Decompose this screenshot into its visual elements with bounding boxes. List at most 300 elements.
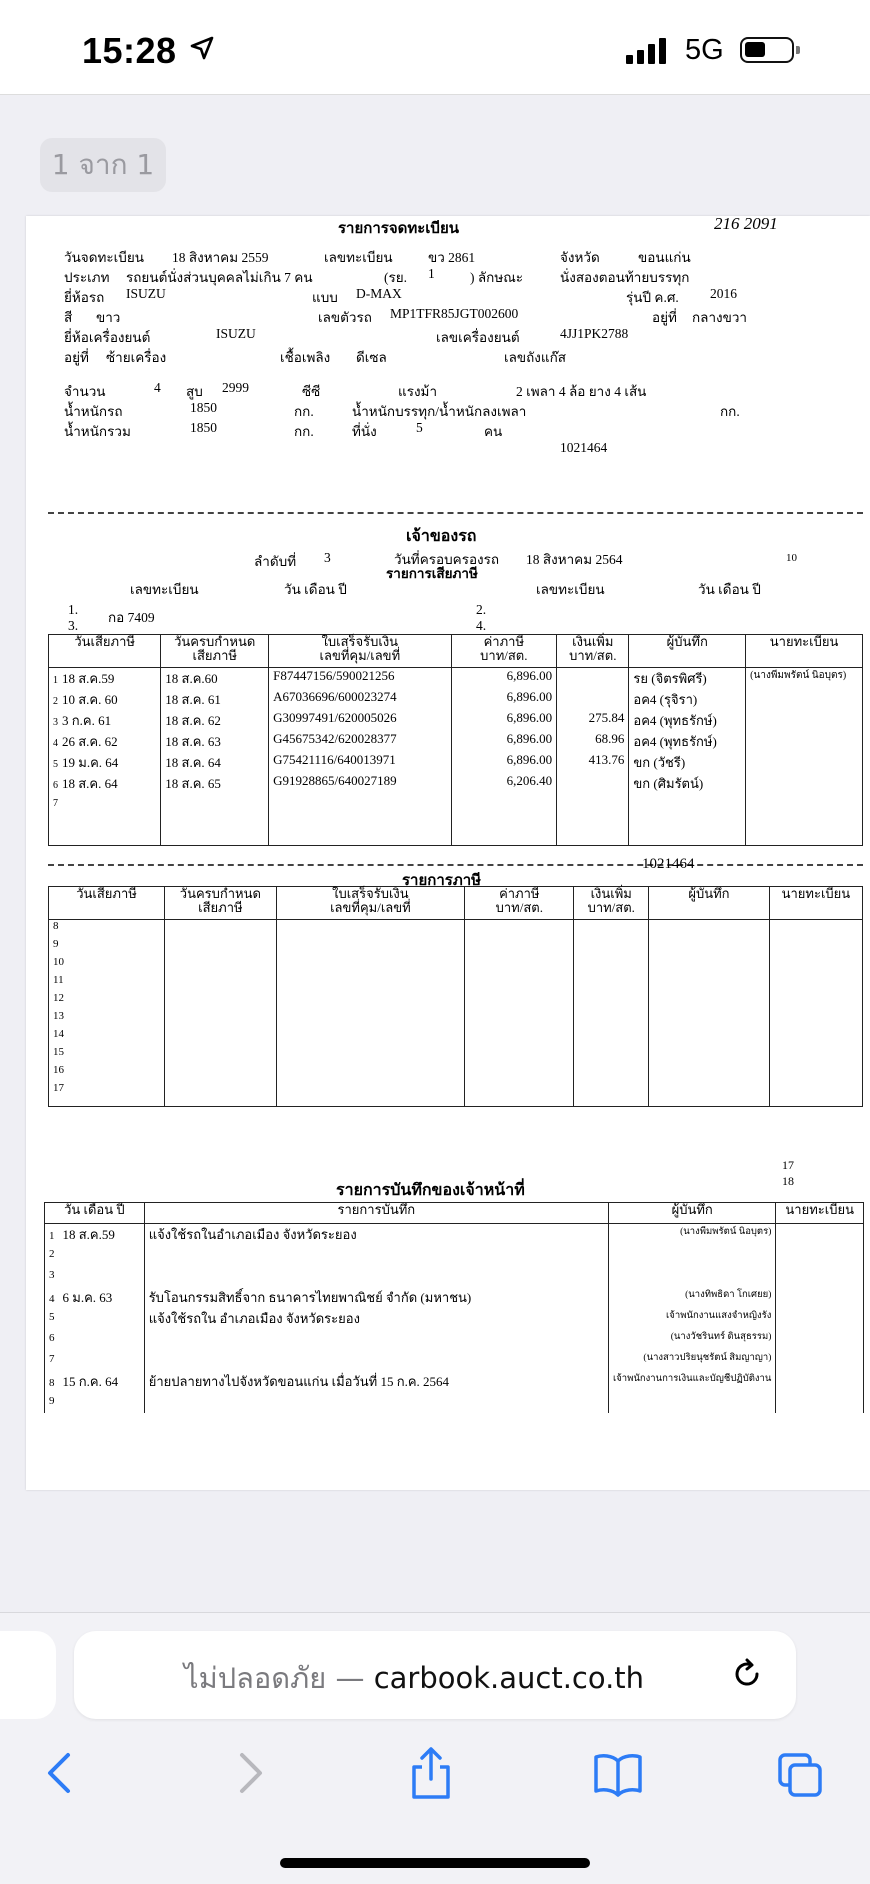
table-cell: 13 [49,1010,165,1028]
domain-text: carbook.auct.co.th [373,1661,645,1695]
row-number: 2 [49,1248,55,1260]
table-cell [144,1245,608,1266]
table-cell: 6,206.40 [451,773,557,794]
table-cell [629,811,746,846]
table-cell: รับโอนกรรมสิทธิ์จาก ธนาคารไทยพาณิชย์ จำกัด (มหาชน) [144,1287,608,1308]
type-value: รถยนต์นั่งส่วนบุคคลไม่เกิน 7 คน [126,270,313,285]
officer-table [44,1202,864,1413]
col-date: วัน เดือน ปี [284,582,347,597]
column-header: ผู้บันทึก [629,635,746,668]
table-cell [269,811,451,846]
table-cell [451,794,557,811]
table-cell [769,920,862,939]
cylinder-label: สูบ [186,384,203,399]
color-label: สี [64,310,73,325]
officer-title: รายการบันทึกของเจ้าหน้าที่ [336,1182,525,1199]
table-cell: อค4 (พุทธรักษ์) [629,710,746,731]
table-cell [276,992,465,1010]
table-cell [45,1224,145,1246]
row-number: 3 [49,1269,55,1281]
table-cell: ขก (ศิมรัตน์) [629,773,746,794]
payment-date: 26 ส.ค. 62 [62,734,118,749]
table-cell [165,1028,277,1046]
table-cell: (นางพีมพรัตน์ นิอบุตร) [746,668,863,690]
table-cell: ขก (วัชรี) [629,752,746,773]
table-row [49,1100,863,1107]
chassis-label: เลขตัวรถ [318,310,372,325]
chassis-value: MP1TFR85JGT002600 [390,306,519,321]
table-cell [465,1010,574,1028]
table-cell [165,974,277,992]
row-number: 5 [53,759,58,770]
table-cell: 14 [49,1028,165,1046]
owner-date-label: วันที่ครอบครองรถ [394,552,500,567]
reload-icon[interactable] [728,1655,766,1697]
table-cell [649,1064,770,1082]
table-row [45,1224,864,1246]
row-number: 6 [49,1332,55,1344]
table-cell [769,1100,862,1107]
table-cell [49,689,161,710]
table-cell [769,938,862,956]
engine-brand-value: ISUZU [216,326,256,341]
table-cell: (นางสาวปริยนุชรัตน์ สิมญาญา) [608,1350,775,1371]
prev-plate-1-index: 1. [68,602,79,617]
table-row [49,938,863,956]
table-cell: 68.96 [557,731,629,752]
table-row [49,956,863,974]
table-cell: 18 ส.ค. 65 [161,773,269,794]
table-cell [49,1100,165,1107]
table-cell [574,1082,649,1100]
home-indicator[interactable] [280,1858,590,1868]
plate-label: เลขทะเบียน [324,250,393,265]
table-cell: 11 [49,974,165,992]
row-number: 8 [49,1377,55,1389]
table-cell [557,794,629,811]
back-button[interactable] [40,1743,80,1807]
column-header: วันครบกำหนด เสียภาษี [161,635,269,668]
column-header: ผู้บันทึก [608,1203,775,1224]
browser-bottom-bar [0,1612,870,1884]
table-cell [769,1082,862,1100]
table-cell [276,920,465,939]
prev-plate-1: กอ 7409 [108,610,155,625]
owner-order-label: ลำดับที่ [254,554,297,569]
table-cell [165,938,277,956]
fuel-label: เชื้อเพลิง [280,350,331,365]
table-cell [276,974,465,992]
table-cell [776,1266,864,1287]
table-row [49,974,863,992]
row-number: 3 [53,717,58,728]
tax-table-2 [48,886,863,1107]
table-row [45,1392,864,1413]
table-cell [45,1329,145,1350]
tax-list-title: รายการภาษี [402,873,482,889]
column-header: วัน เดือน ปี [45,1203,145,1224]
table-cell [276,1028,465,1046]
table-cell [465,1028,574,1046]
table-cell [276,1082,465,1100]
table-cell: A67036696/600023274 [269,689,451,710]
cellular-signal-icon [626,38,666,64]
table-cell [649,1082,770,1100]
table-cell: 6,896.00 [451,731,557,752]
table-cell [465,1082,574,1100]
table-cell [574,1010,649,1028]
table-cell [769,1046,862,1064]
column-header: วันเสียภาษี [49,887,165,920]
table-cell [629,794,746,811]
table-cell [746,773,863,794]
table-row [45,1329,864,1350]
column-header: ใบเสร็จรับเงิน เลขที่คุม/เลขที่ [276,887,465,920]
table-row [45,1287,864,1308]
at2-label: อยู่ที่ [64,350,89,365]
location-arrow-icon [190,36,214,64]
table-cell [269,794,451,811]
forward-button[interactable] [230,1743,270,1807]
row-number: 4 [53,738,58,749]
character-value: นั่งสองตอนท้ายบรรทุก [560,270,690,285]
row-number: 6 [53,780,58,791]
payment-date: 3 ก.ค. 61 [62,713,112,728]
not-secure-label: ไม่ปลอดภัย [184,1661,327,1695]
table-cell [45,1350,145,1371]
table-row [49,1082,863,1100]
owner-order-value: 3 [324,550,331,565]
table-cell [769,992,862,1010]
table-cell [165,1046,277,1064]
table-cell: F87447156/590021256 [269,668,451,690]
table-cell [769,974,862,992]
table-cell: 10 [49,956,165,974]
table-cell [769,956,862,974]
table-cell: 18 ส.ค. 64 [161,752,269,773]
table-row [49,794,863,811]
table-cell [776,1224,864,1246]
table-cell: รย (จิตรพิศรี) [629,668,746,690]
table-cell [557,689,629,710]
status-time: 15:28 [82,30,177,71]
prev-plate-2-index: 2. [476,602,487,617]
table-cell [574,992,649,1010]
table-cell [574,938,649,956]
table-cell: 18 ส.ค.60 [161,668,269,690]
table-cell [649,1028,770,1046]
table-cell: G91928865/640027189 [269,773,451,794]
status-bar [0,0,870,95]
tax-table [48,634,863,846]
table-cell: 15 [49,1046,165,1064]
table-cell: 6,896.00 [451,668,557,690]
table-cell: ย้ายปลายทางไปจังหวัดขอนแก่น เมื่อวันที่ 15 ก.ค. 2564 [144,1371,608,1392]
row-number: 4 [49,1293,55,1305]
table-cell [276,1010,465,1028]
table-cell [161,794,269,811]
row-number: 9 [49,1395,55,1407]
column-header: ผู้บันทึก [649,887,770,920]
table-cell [574,920,649,939]
table-cell [574,974,649,992]
margin-number: 10 [786,552,797,564]
year-value: 2016 [710,286,737,301]
table-row [49,773,863,794]
address-bar[interactable] [74,1631,796,1719]
reg-date-value: 18 สิงหาคม 2559 [172,250,269,265]
table-cell [608,1392,775,1413]
table-cell [776,1392,864,1413]
doc-title: รายการจดทะเบียน [338,221,459,237]
kg-unit: กก. [294,424,314,439]
cc-label: ซีซี [302,384,321,399]
table-cell: 18 ส.ค. 61 [161,689,269,710]
persons-unit: คน [484,424,503,439]
table-row [45,1266,864,1287]
serial-number-2: 1021464 [642,856,695,872]
gross-value: 1850 [190,420,217,435]
seats-value: 5 [416,420,423,435]
address-text[interactable] [184,1655,644,1701]
table-cell [45,1371,145,1392]
table-cell [769,1028,862,1046]
table-cell [276,1064,465,1082]
bookmarks-button[interactable] [592,1743,644,1807]
table-cell [649,1046,770,1064]
row-number: 1 [49,1230,55,1242]
table-cell [574,1064,649,1082]
table-cell [769,1064,862,1082]
table-cell: เจ้าพนักงานการเงินและบัญชีปฏิบัติงาน [608,1371,775,1392]
table-cell [165,1082,277,1100]
tabs-button[interactable] [776,1743,826,1807]
table-cell: 17 [49,1082,165,1100]
table-cell [276,938,465,956]
table-cell [776,1287,864,1308]
share-button[interactable] [408,1743,454,1807]
table-cell: 12 [49,992,165,1010]
table-cell [465,1100,574,1107]
row-number: 5 [49,1311,55,1323]
table-cell [45,1392,145,1413]
reg-date-label: วันจดทะเบียน [64,250,144,265]
table-cell [649,920,770,939]
table-cell: อค4 (พุทธรักษ์) [629,731,746,752]
table-row [49,731,863,752]
table-cell [574,1028,649,1046]
table-row [45,1245,864,1266]
payment-date: 10 ส.ค. 60 [62,692,118,707]
color-value: ขาว [96,310,121,325]
table-cell [608,1245,775,1266]
table-cell [649,956,770,974]
registration-document[interactable] [26,216,870,1490]
table-cell [49,811,161,846]
model-value: D-MAX [356,286,402,301]
table-cell [649,992,770,1010]
col-date-2: วัน เดือน ปี [698,582,761,597]
table-cell [451,811,557,846]
table-row [49,992,863,1010]
gas-label: เลขถังแก๊ส [504,350,566,365]
engine-no-label: เลขเครื่องยนต์ [436,330,520,345]
owner-title: เจ้าของรถ [406,528,477,545]
table-row [49,1046,863,1064]
weight-value: 1850 [190,400,217,415]
table-cell [276,1100,465,1107]
table-cell [465,1046,574,1064]
at2-value: ซ้ายเครื่อง [106,350,167,365]
column-header: นายทะเบียน [776,1203,864,1224]
table-cell [776,1371,864,1392]
at1-label: อยู่ที่ [652,310,677,325]
table-cell: 18 ส.ค. 62 [161,710,269,731]
col-plate-2: เลขทะเบียน [536,582,605,597]
table-cell [465,992,574,1010]
weight-label: น้ำหนักรถ [64,404,123,419]
perforation-divider [48,864,863,866]
table-cell: แจ้งใช้รถใน อำเภอเมือง จังหวัดระยอง [144,1308,608,1329]
owner-date-value: 18 สิงหาคม 2564 [526,552,623,567]
fuel-value: ดีเซล [356,350,387,365]
type-label: ประเภท [64,270,110,285]
handwritten-number: 216 2091 [714,216,778,233]
table-cell: G45675342/620028377 [269,731,451,752]
table-cell [649,1010,770,1028]
page-indicator: 1 จาก 1 [40,138,166,192]
table-cell [165,956,277,974]
table-cell [465,938,574,956]
payment-date: 18 ส.ค.59 [62,671,115,686]
battery-icon [740,37,794,63]
table-cell [574,956,649,974]
table-row [49,710,863,731]
table-cell [276,1046,465,1064]
table-cell: 413.76 [557,752,629,773]
table-cell: (นางวัชรินทร์ ดินสุธรรม) [608,1329,775,1350]
table-cell [465,974,574,992]
table-cell [144,1266,608,1287]
table-cell [144,1350,608,1371]
table-cell: 8 [49,920,165,939]
table-cell [608,1266,775,1287]
table-cell [746,710,863,731]
payment-date: 18 ส.ค. 64 [62,776,118,791]
brand-label: ยี่ห้อรถ [64,290,105,305]
table-cell [49,668,161,690]
serial-number: 1021464 [560,440,608,455]
table-cell [574,1046,649,1064]
table-row [45,1371,864,1392]
col-plate: เลขทะเบียน [130,582,199,597]
column-header: ใบเสร็จรับเงิน เลขที่คุม/เลขที่ [269,635,451,668]
table-cell [649,1100,770,1107]
table-cell [45,1245,145,1266]
table-cell [49,710,161,731]
hp-label: แรงม้า [398,384,438,399]
table-row [49,1010,863,1028]
network-type: 5G [685,34,724,66]
character-label: ) ลักษณะ [470,270,523,285]
table-cell: (นางทิพธิดา โกเศยย) [608,1287,775,1308]
table-cell: แจ้งใช้รถในอำเภอเมือง จังหวัดระยอง [144,1224,608,1246]
column-header: วันเสียภาษี [49,635,161,668]
table-row [49,689,863,710]
row-number: 7 [49,1353,55,1365]
rs-label: (รย. [384,270,408,285]
model-label: แบบ [312,290,338,305]
table-cell: (นางพีมพรัตน์ นิอบุตร) [608,1224,775,1246]
table-cell: 9 [49,938,165,956]
margin-number-17: 17 [782,1158,794,1172]
table-row [49,1028,863,1046]
table-cell [165,920,277,939]
count-label: จำนวน [64,384,106,399]
table-cell: 275.84 [557,710,629,731]
table-cell: 6,896.00 [451,689,557,710]
table-cell [144,1392,608,1413]
table-cell [649,974,770,992]
table-row [49,920,863,939]
table-cell [165,1010,277,1028]
rs-value: 1 [428,266,435,281]
previous-tab-pill[interactable] [0,1631,56,1719]
record-date: 18 ส.ค.59 [62,1227,115,1242]
column-header: นายทะเบียน [746,635,863,668]
prev-plate-3-index: 3. [68,618,79,633]
kg-unit: กก. [294,404,314,419]
table-cell [144,1329,608,1350]
cylinder-value: 2999 [222,380,249,395]
table-cell [165,1100,277,1107]
column-header: เงินเพิ่ม บาท/สต. [574,887,649,920]
load-label: น้ำหนักบรรทุก/น้ำหนักลงเพลา [352,404,527,419]
table-cell [45,1287,145,1308]
table-cell: 6,896.00 [451,752,557,773]
plate-value: ขว 2861 [428,250,476,265]
table-cell [465,956,574,974]
table-cell [465,920,574,939]
column-header: รายการบันทึก [144,1203,608,1224]
table-row [49,1064,863,1082]
table-cell [746,731,863,752]
table-cell [557,773,629,794]
table-cell [49,731,161,752]
seats-label: ที่นั่ง [352,424,377,439]
table-row [45,1308,864,1329]
table-cell: 6,896.00 [451,710,557,731]
province-label: จังหวัด [560,250,600,265]
payment-date: 19 ม.ค. 64 [62,755,119,770]
table-cell: 18 ส.ค. 63 [161,731,269,752]
table-cell [746,811,863,846]
table-cell [746,752,863,773]
row-number: 2 [53,696,58,707]
province-value: ขอนแก่น [638,250,691,265]
engine-brand-label: ยี่ห้อเครื่องยนต์ [64,330,151,345]
table-row [49,668,863,690]
column-header: ค่าภาษี บาท/สต. [465,887,574,920]
table-cell [574,1100,649,1107]
perforation-divider [48,512,863,514]
table-cell: G75421116/640013971 [269,752,451,773]
kg-unit: กก. [720,404,740,419]
table-cell [776,1308,864,1329]
table-cell [45,1308,145,1329]
prev-plate-4-index: 4. [476,618,487,633]
axle-value: 2 เพลา 4 ล้อ ยาง 4 เส้น [516,384,647,399]
